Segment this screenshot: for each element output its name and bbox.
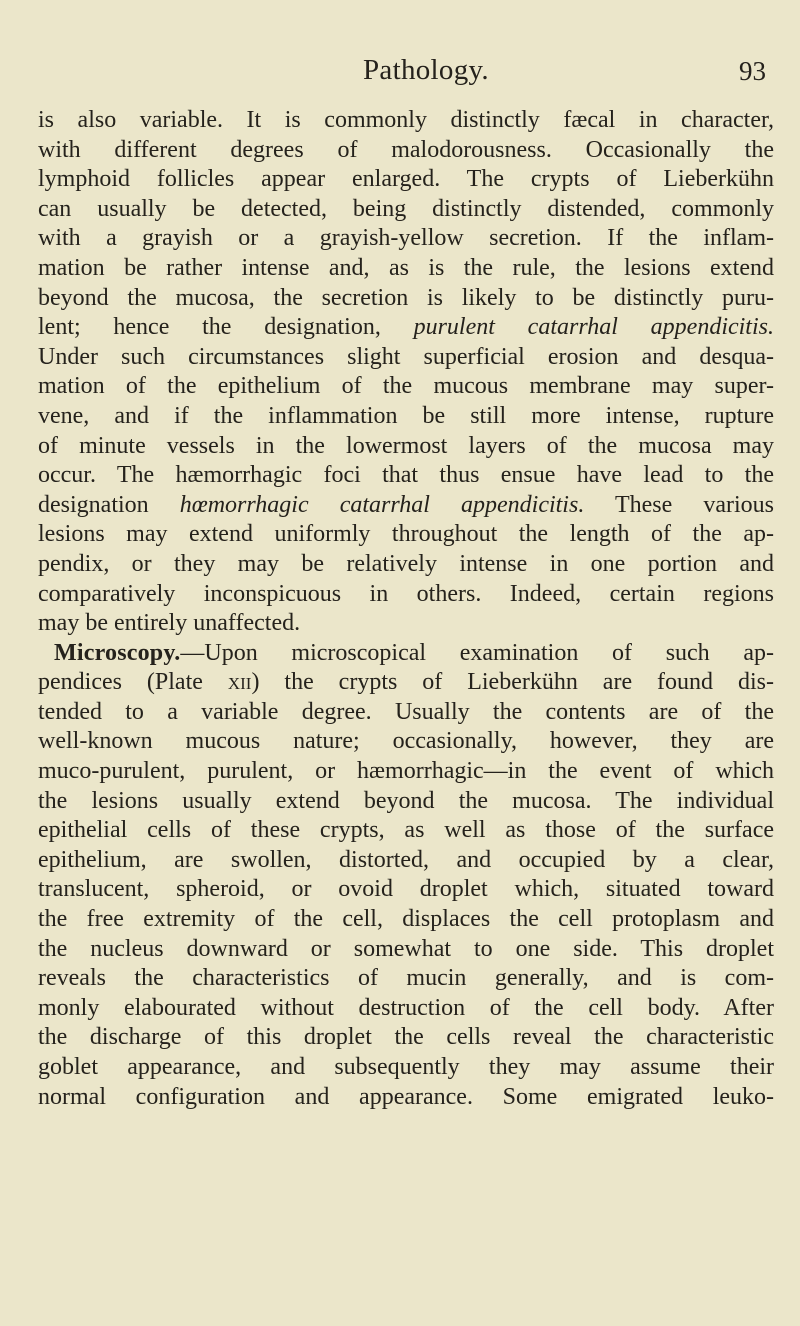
text-line: with a grayish or a grayish-yellow secretion. If the inflam- xyxy=(38,225,774,252)
text-line: may be entirely unaffected. xyxy=(38,610,301,637)
text-line: is also variable. It is commonly distinctly fæcal in character, xyxy=(38,107,774,133)
text-line: translucent, spheroid, or ovoid droplet which, situated toward xyxy=(38,876,774,903)
text-line: the discharge of this droplet the cells reveal the characteristic xyxy=(38,1024,774,1051)
text-line: lymphoid follicles appear enlarged. The crypts of Lieberkühn xyxy=(38,166,774,193)
text-line: pendix, or they may be relatively intense in one portion and xyxy=(38,550,774,577)
text-line: Under such circumstances slight superficial erosion and desqua- xyxy=(38,343,774,370)
text-line: well-known mucous nature; occasionally, however, they are xyxy=(38,728,774,755)
text-line: of minute vessels in the lowermost layers of the mucosa may xyxy=(38,432,774,459)
text-line: epithelial cells of these crypts, as well as those of the surface xyxy=(38,817,774,844)
text-line: monly elabourated without destruction of the cell body. After xyxy=(38,994,774,1021)
text-line xyxy=(38,639,774,669)
page-number: 93 xyxy=(739,56,766,86)
text-line: can usually be detected, being distinctly distended, commonly xyxy=(38,195,774,222)
text-line: epithelium, are swollen, distorted, and occupied by a clear, xyxy=(38,846,774,873)
section-heading-microscopy: Microscopy. xyxy=(54,639,181,666)
text-line xyxy=(38,491,774,521)
text-line: vene, and if the inflammation be still more intense, rupture xyxy=(38,402,774,429)
text-line: goblet appearance, and subsequently they may assume their xyxy=(38,1054,774,1080)
text-line: the lesions usually extend beyond the mucosa. The individual xyxy=(38,787,774,814)
text-line: the nucleus downward or somewhat to one side. This droplet xyxy=(38,935,774,962)
text-line: mation of the epithelium of the mucous membrane may super- xyxy=(38,373,774,400)
text-line: with different degrees of malodorousness. Occasionally the xyxy=(38,136,774,163)
text-line: tended to a variable degree. Usually the contents are of the xyxy=(38,698,774,725)
text-line: lesions may extend uniformly throughout the length of the ap- xyxy=(38,521,774,548)
text-segment: designation xyxy=(38,491,180,518)
text-line: occur. The hæmorrhagic foci that thus ensue have lead to the xyxy=(38,462,774,489)
text-line: muco-purulent, purulent, or hæmorrhagic—in the event of which xyxy=(38,758,774,785)
text-line: beyond the mucosa, the secretion is likely to be distinctly puru- xyxy=(38,284,774,311)
text-segment: lent; hence the designation, xyxy=(38,314,414,341)
text-line: mation be rather intense and, as is the rule, the lesions extend xyxy=(38,254,774,281)
italic-term-haemorrhagic-catarrhal: hœmorrhagic catarrhal appendicitis. xyxy=(179,491,585,518)
text-line: normal configuration and appearance. Some emigrated leuko- xyxy=(38,1083,774,1110)
text-line: the free extremity of the cell, displaces the cell protoplasm and xyxy=(38,906,774,933)
text-line xyxy=(38,313,774,343)
text-segment: ) the crypts of Lieberkühn are found dis- xyxy=(251,669,774,696)
plate-reference: xii xyxy=(227,669,252,696)
body-text xyxy=(38,106,774,1112)
italic-term-purulent-catarrhal: purulent catarrhal appendicitis. xyxy=(413,314,774,341)
text-segment: —Upon microscopical examination of such ap- xyxy=(180,639,774,666)
text-segment: pendices (Plate xyxy=(38,669,228,696)
page-title: Pathology. xyxy=(363,54,489,86)
text-segment: These various xyxy=(584,491,774,518)
running-head xyxy=(38,54,774,98)
text-line xyxy=(38,668,774,698)
text-line: comparatively inconspicuous in others. Indeed, certain regions xyxy=(38,580,774,607)
text-line: reveals the characteristics of mucin generally, and is com- xyxy=(38,965,774,992)
